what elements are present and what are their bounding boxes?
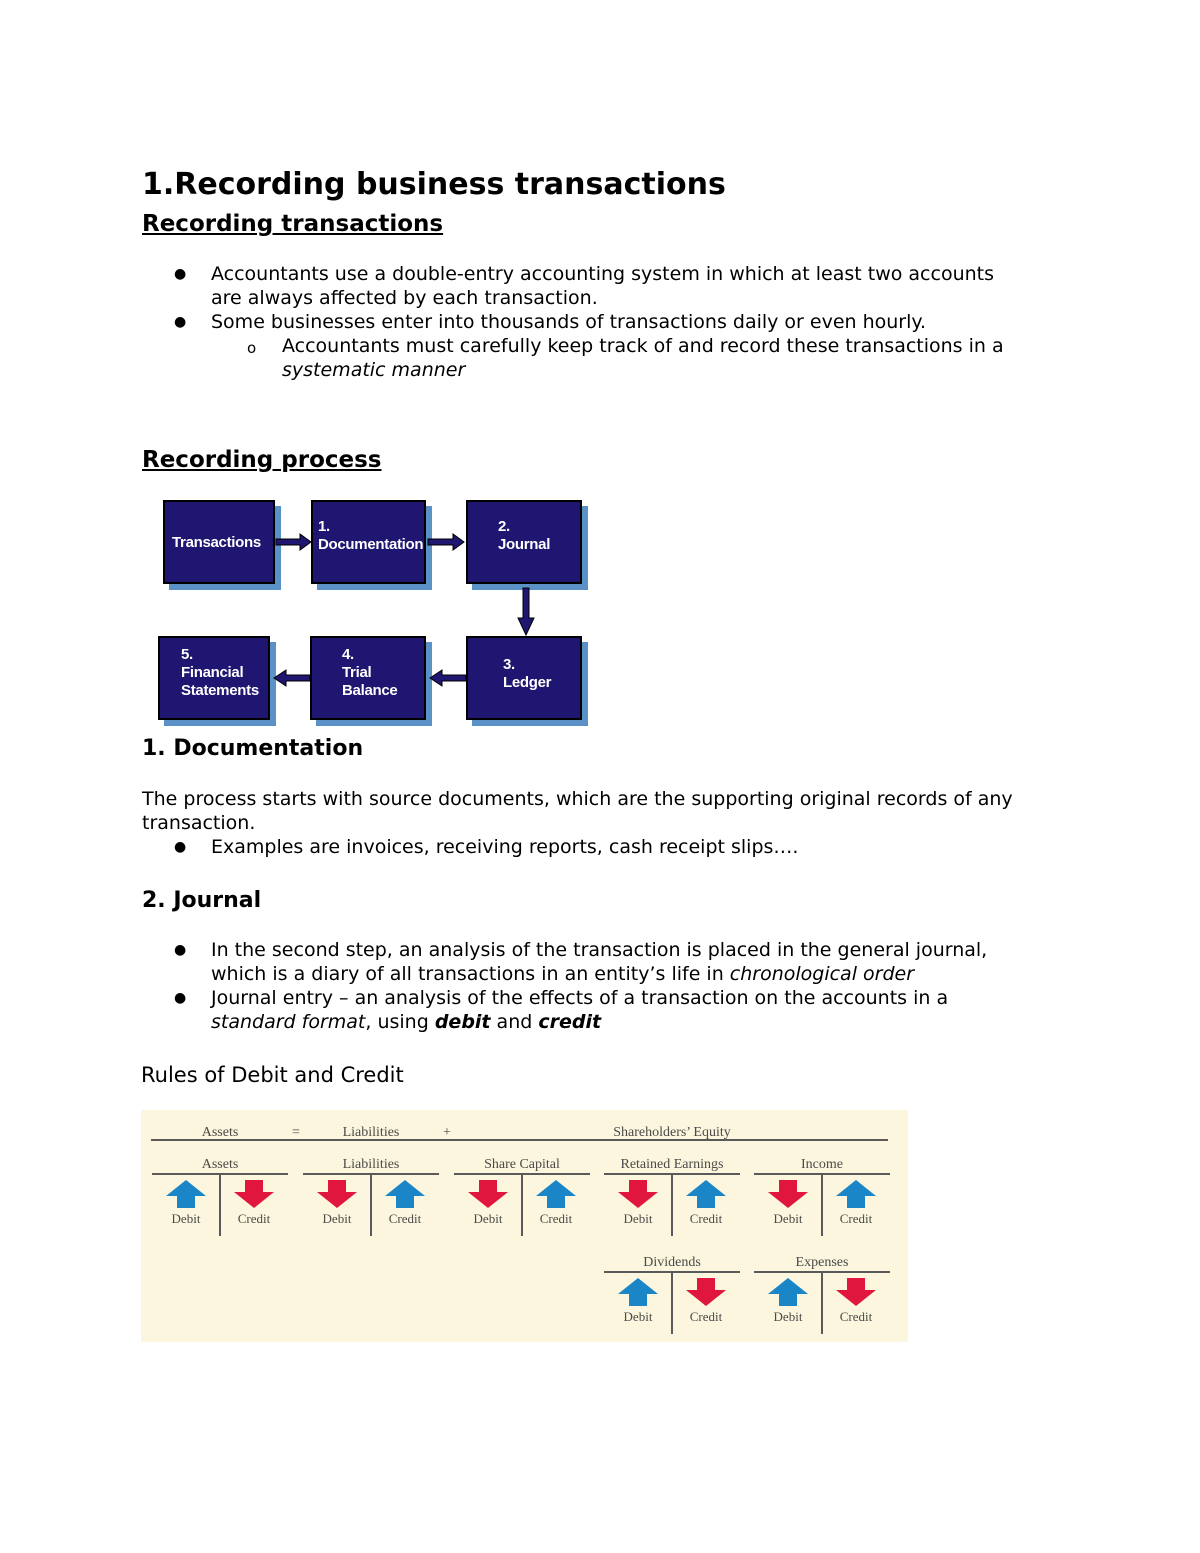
- paragraph: The process starts with source documents, which are the supporting original records of any: [142, 788, 1013, 810]
- text-run: and: [490, 1011, 539, 1033]
- credit-label: Credit: [539, 1211, 573, 1226]
- credit-label: Credit: [839, 1211, 873, 1226]
- text-run: which is a diary of all transactions in an entity’s life in: [211, 963, 730, 985]
- bullet-text: Accountants use a double-entry accounting system in which at least two accounts: [211, 263, 994, 285]
- flow-box-label: Transactions: [172, 534, 261, 551]
- flow-box-label: 1. Documentation: [318, 518, 424, 553]
- sub-bullet-marker: o: [247, 339, 257, 357]
- t-account-title: Expenses: [795, 1255, 849, 1270]
- arrow-right-icon: [276, 534, 311, 550]
- page-title: 1.Recording business transactions: [142, 167, 726, 202]
- t-account-title: Dividends: [643, 1255, 701, 1270]
- flow-box-label: 3. Ledger: [503, 656, 552, 691]
- bullet-dot: ●: [174, 266, 187, 282]
- debit-credit-rules-figure: [141, 1110, 908, 1342]
- arrow-up-icon: [536, 1180, 576, 1208]
- bullet-dot: ●: [174, 942, 187, 958]
- bullet-text: Some businesses enter into thousands of transactions daily or even hourly.: [211, 311, 926, 333]
- credit-label: Credit: [388, 1211, 422, 1226]
- arrow-left-icon: [274, 670, 310, 686]
- debit-label: Debit: [623, 1211, 653, 1226]
- credit-label: Credit: [839, 1309, 873, 1324]
- t-account-title: Retained Earnings: [620, 1157, 724, 1172]
- arrow-down-icon: [468, 1180, 508, 1208]
- flow-box-label: 2. Journal: [498, 518, 551, 553]
- section-heading-recording-process: Recording process: [142, 447, 382, 473]
- t-account-title: Share Capital: [484, 1157, 560, 1172]
- arrow-left-icon: [430, 670, 466, 686]
- debit-credit-rules-graphic: [141, 1110, 908, 1342]
- bullet-text: Examples are invoices, receiving reports, cash receipt slips….: [211, 836, 799, 858]
- arrow-up-icon: [385, 1180, 425, 1208]
- debit-label: Debit: [322, 1211, 352, 1226]
- flow-box-label: 4. Trial Balance: [342, 646, 398, 699]
- debit-label: Debit: [623, 1309, 653, 1324]
- arrow-down-icon: [234, 1180, 274, 1208]
- bullet-text-continued: are always affected by each transaction.: [211, 287, 598, 309]
- text-run: , using: [365, 1011, 435, 1033]
- credit-label: Credit: [689, 1211, 723, 1226]
- equation-plus: +: [443, 1125, 451, 1140]
- bullet-text: In the second step, an analysis of the transaction is placed in the general journal,: [211, 939, 988, 961]
- equation-shareholders-equity: Shareholders’ Equity: [613, 1125, 731, 1140]
- bullet-text: Journal entry – an analysis of the effects of a transaction on the accounts in a: [211, 987, 949, 1009]
- equation-liabilities: Liabilities: [342, 1125, 400, 1140]
- bullet-text-continued: [211, 962, 914, 986]
- section-heading-recording-transactions: Recording transactions: [142, 211, 444, 237]
- emphasis-debit: debit: [434, 1011, 491, 1033]
- debit-label: Debit: [473, 1211, 503, 1226]
- flow-arrows: [150, 490, 600, 740]
- t-account-title: Income: [801, 1157, 843, 1172]
- paragraph-continued: transaction.: [142, 812, 256, 834]
- t-account-title: Assets: [201, 1157, 239, 1172]
- bullet-dot: ●: [174, 990, 187, 1006]
- bullet-dot: ●: [174, 314, 187, 330]
- section-heading-documentation: 1. Documentation: [142, 736, 364, 761]
- arrow-down-icon: [836, 1278, 876, 1306]
- arrow-down-icon: [317, 1180, 357, 1208]
- emphasis-standard-format: standard format: [211, 1011, 366, 1033]
- arrow-up-icon: [166, 1180, 206, 1208]
- debit-label: Debit: [773, 1211, 803, 1226]
- bullet-dot: ●: [174, 839, 187, 855]
- arrow-down-icon: [686, 1278, 726, 1306]
- section-heading-rules-debit-credit: Rules of Debit and Credit: [141, 1063, 404, 1087]
- emphasis-credit: credit: [538, 1011, 602, 1033]
- arrow-up-icon: [686, 1180, 726, 1208]
- equation-equals: =: [292, 1125, 300, 1140]
- debit-label: Debit: [171, 1211, 201, 1226]
- arrow-down-icon: [518, 588, 534, 635]
- arrow-up-icon: [618, 1278, 658, 1306]
- t-account-title: Liabilities: [342, 1157, 400, 1172]
- credit-label: Credit: [689, 1309, 723, 1324]
- arrow-up-icon: [836, 1180, 876, 1208]
- debit-label: Debit: [773, 1309, 803, 1324]
- flow-box-label: 5. Financial Statements: [181, 646, 259, 699]
- arrow-down-icon: [618, 1180, 658, 1208]
- arrow-right-icon: [428, 534, 464, 550]
- arrow-down-icon: [768, 1180, 808, 1208]
- sub-bullet-text: Accountants must carefully keep track of and record these transactions in a: [282, 335, 1004, 357]
- section-heading-journal: 2. Journal: [142, 888, 262, 913]
- bullet-text-continued: [211, 1010, 601, 1034]
- emphasis-chronological-order: chronological order: [729, 963, 915, 985]
- credit-label: Credit: [237, 1211, 271, 1226]
- equation-assets: Assets: [201, 1125, 239, 1140]
- sub-bullet-text-continued: systematic manner: [282, 359, 466, 381]
- arrow-up-icon: [768, 1278, 808, 1306]
